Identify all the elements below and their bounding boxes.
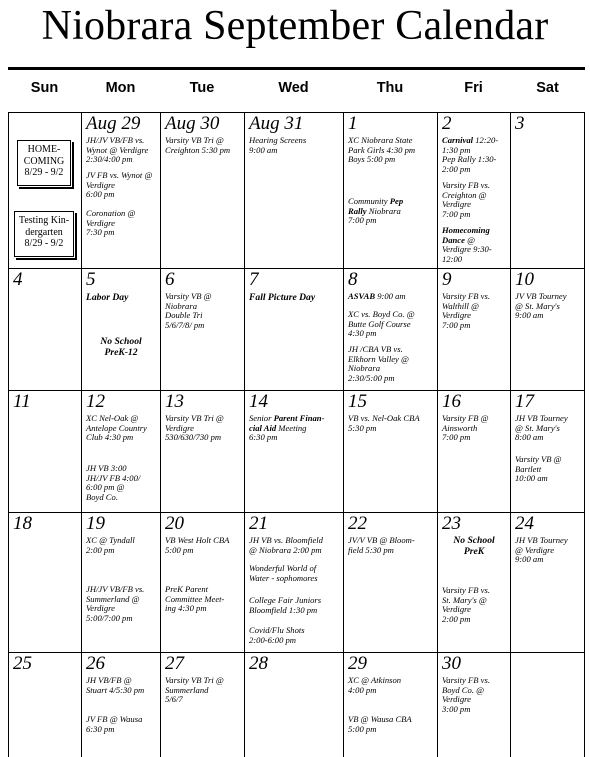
event-jh-jv-wynot: JH/JV VB/FB vs. Wynot @ Verdigre 2:30/4:00 pm [86,135,149,165]
event-fall-picture-day: Fall Picture Day [249,292,316,303]
day-number: 13 [165,391,184,412]
day-number: Aug 31 [249,113,304,134]
dow-tue: Tue [189,80,215,96]
day-number: 10 [515,269,534,290]
day-number: 25 [13,653,32,674]
day-number: 1 [348,113,358,134]
event-varsity-fb-ainsworth: Varsity FB @ Ainsworth 7:00 pm [442,413,489,443]
event-prek-parent-meeting: PreK Parent Committee Meet- ing 4:30 pm [165,584,225,614]
event-no-school-prek: No School PreK [453,535,495,557]
event-coronation: Coronation @ Verdigre 7:30 pm [86,208,136,238]
cell-sep-2 [437,112,510,268]
event-jv-vb-tourney: JV VB Tourney @ St. Mary's 9:00 am [515,291,567,321]
homecoming-note: HOME- COMING 8/29 - 9/2 [17,140,71,186]
day-number: 3 [515,113,525,134]
event-pep-rally: Community Pep Rally Niobrara 7:00 pm [348,196,404,226]
cell-sep-20 [160,512,244,652]
event-xc-boyd-co: XC vs. Boyd Co. @ Butte Golf Course 4:30 pm [348,309,415,339]
day-number: 21 [249,513,268,534]
day-number: 5 [86,269,96,290]
page-title: Niobrara September Calendar [41,3,549,49]
day-number: 28 [249,653,268,674]
cell-sep-14 [244,390,343,512]
event-covid-flu-shots: Covid/Flu Shots 2:00-6:00 pm [249,625,305,645]
cell-sep-5 [81,268,160,390]
day-number: 11 [13,391,31,412]
day-number: 18 [13,513,32,534]
event-varsity-vb-tri-verdigre: Varsity VB Tri @ Verdigre 530/630/730 pm [165,413,224,443]
day-number: 4 [13,269,23,290]
event-jv-fb-wausa: JV FB @ Wausa 6:30 pm [86,714,143,734]
event-varsity-vb-bartlett: Varsity VB @ Bartlett 10:00 am [515,454,562,484]
day-number: 16 [442,391,461,412]
cell-sep-17 [510,390,585,512]
dow-wed: Wed [278,80,309,96]
cell-sep-26 [81,652,160,757]
cell-sep-11 [8,390,81,512]
cell-sep-18 [8,512,81,652]
event-jh-vb-boyd-co: JH VB 3:00 JH/JV FB 4:00/ 6:00 pm @ Boyd Co. [86,463,141,503]
cell-sep-1 [343,112,437,268]
event-varsity-vb-summerland: Varsity VB Tri @ Summerland 5/6/7 [165,675,224,705]
cell-sep-6 [160,268,244,390]
day-number: 30 [442,653,461,674]
cell-sep-23 [437,512,510,652]
day-number: 27 [165,653,184,674]
event-homecoming-dance: Homecoming Dance @ Verdigre 9:30- 12:00 [442,225,492,265]
day-number: 15 [348,391,367,412]
day-number: 7 [249,269,259,290]
dow-sat: Sat [536,80,559,96]
event-jh-vb-tourney-st-marys: JH VB Tourney @ St. Mary's 8:00 am [515,413,568,443]
event-asvab: ASVAB 9:00 am [348,291,406,301]
event-vb-wausa-cba: VB @ Wausa CBA 5:00 pm [348,714,412,734]
event-varsity-fb-walthill: Varsity FB vs. Walthill @ Verdigre 7:00 pm [442,291,490,331]
day-number: 9 [442,269,452,290]
cell-aug-30 [160,112,244,268]
event-varsity-vb-creighton: Varsity VB Tri @ Creighton 5:30 pm [165,135,231,155]
event-xc-atkinson: XC @ Atkinson 4:00 pm [348,675,402,695]
calendar-grid [8,112,585,757]
event-xc-nel-oak: XC Nel-Oak @ Antelope Country Club 4:30 pm [86,413,147,443]
cell-week5-sat [510,652,585,757]
day-number: 12 [86,391,105,412]
cell-sep-25 [8,652,81,757]
event-varsity-fb-st-marys: Varsity FB vs. St. Mary's @ Verdigre 2:00 pm [442,585,490,625]
day-number: 19 [86,513,105,534]
day-number: 8 [348,269,358,290]
cell-sep-30 [437,652,510,757]
day-number: Aug 29 [86,113,141,134]
event-xc-state-park: XC Niobrara State Park Girls 4:30 pm Boys 5:00 pm [348,135,416,165]
cell-sep-9 [437,268,510,390]
day-number: 20 [165,513,184,534]
day-number: 6 [165,269,175,290]
cell-sep-15 [343,390,437,512]
cell-sep-16 [437,390,510,512]
event-no-school: No School PreK-12 [100,336,142,358]
dow-sun: Sun [30,80,59,96]
event-financial-aid-meeting: Senior Parent Finan- cial Aid Meeting 6:30 pm [249,413,325,443]
event-varsity-fb-boyd-co: Varsity FB vs. Boyd Co. @ Verdigre 3:00 pm [442,675,490,715]
event-jh-vb-bloomfield: JH VB vs. Bloomfield @ Niobrara 2:00 pm [249,535,323,555]
cell-sep-12 [81,390,160,512]
dow-mon: Mon [105,80,136,96]
event-jh-cba-vb: JH /CBA VB vs. Elkhorn Valley @ Niobrara 2:30/5:00 pm [348,344,409,384]
event-varsity-vb-double-tri: Varsity VB @ Niobrara Double Tri 5/6/7/8/ pm [165,291,212,331]
event-xc-tyndall: XC @ Tyndall 2:00 pm [86,535,135,555]
cell-sep-3 [510,112,585,268]
event-hearing-screens: Hearing Screens 9:00 am [249,135,307,155]
event-jh-vb-tourney-verdigre: JH VB Tourney @ Verdigre 9:00 am [515,535,568,565]
event-jv-fb-wynot: JV FB vs. Wynot @ Verdigre 6:00 pm [86,170,153,200]
title-divider [8,67,585,70]
event-carnival: Carnival 12:20- 1:30 pm Pep Rally 1:30- 2:00 pm [442,135,499,175]
cell-aug-29 [81,112,160,268]
event-college-fair: College Fair Juniors Bloomfield 1:30 pm [249,595,322,615]
event-varsity-fb-creighton: Varsity FB vs. Creighton @ Verdigre 7:00 pm [442,180,490,220]
day-number: 14 [249,391,268,412]
cell-sep-21 [244,512,343,652]
dow-thu: Thu [376,80,404,96]
cell-sep-24 [510,512,585,652]
cell-aug-31 [244,112,343,268]
dow-fri: Fri [464,80,483,96]
day-number: 24 [515,513,534,534]
cell-sep-29 [343,652,437,757]
day-number: 2 [442,113,452,134]
event-wonderful-world-water: Wonderful World of Water - sophomores [249,563,318,583]
day-number: 26 [86,653,105,674]
event-jh-vb-fb-stuart: JH VB/FB @ Stuart 4/5:30 pm [86,675,145,695]
event-vb-nel-oak-cba: VB vs. Nel-Oak CBA 5:30 pm [348,413,420,433]
cell-sep-10 [510,268,585,390]
cell-sep-7 [244,268,343,390]
cell-sep-4 [8,268,81,390]
day-number: 22 [348,513,367,534]
cell-sep-28 [244,652,343,757]
event-labor-day: Labor Day [86,292,129,303]
testing-kindergarten-note: Testing Kin- dergarten 8/29 - 9/2 [14,211,74,257]
event-jv-v-vb-bloomfield: JV/V VB @ Bloom- field 5:30 pm [348,535,415,555]
cell-sep-19 [81,512,160,652]
cell-sep-8 [343,268,437,390]
event-jh-jv-summerland: JH/JV VB/FB vs. Summerland @ Verdigre 5:00/7:00 pm [86,584,145,624]
cell-sep-27 [160,652,244,757]
day-number: 23 [442,513,461,534]
cell-sep-22 [343,512,437,652]
day-number: Aug 30 [165,113,220,134]
cell-sep-13 [160,390,244,512]
event-vb-west-holt: VB West Holt CBA 5:00 pm [165,535,230,555]
cell-week1-sun [8,112,81,268]
day-number: 17 [515,391,534,412]
day-number: 29 [348,653,367,674]
